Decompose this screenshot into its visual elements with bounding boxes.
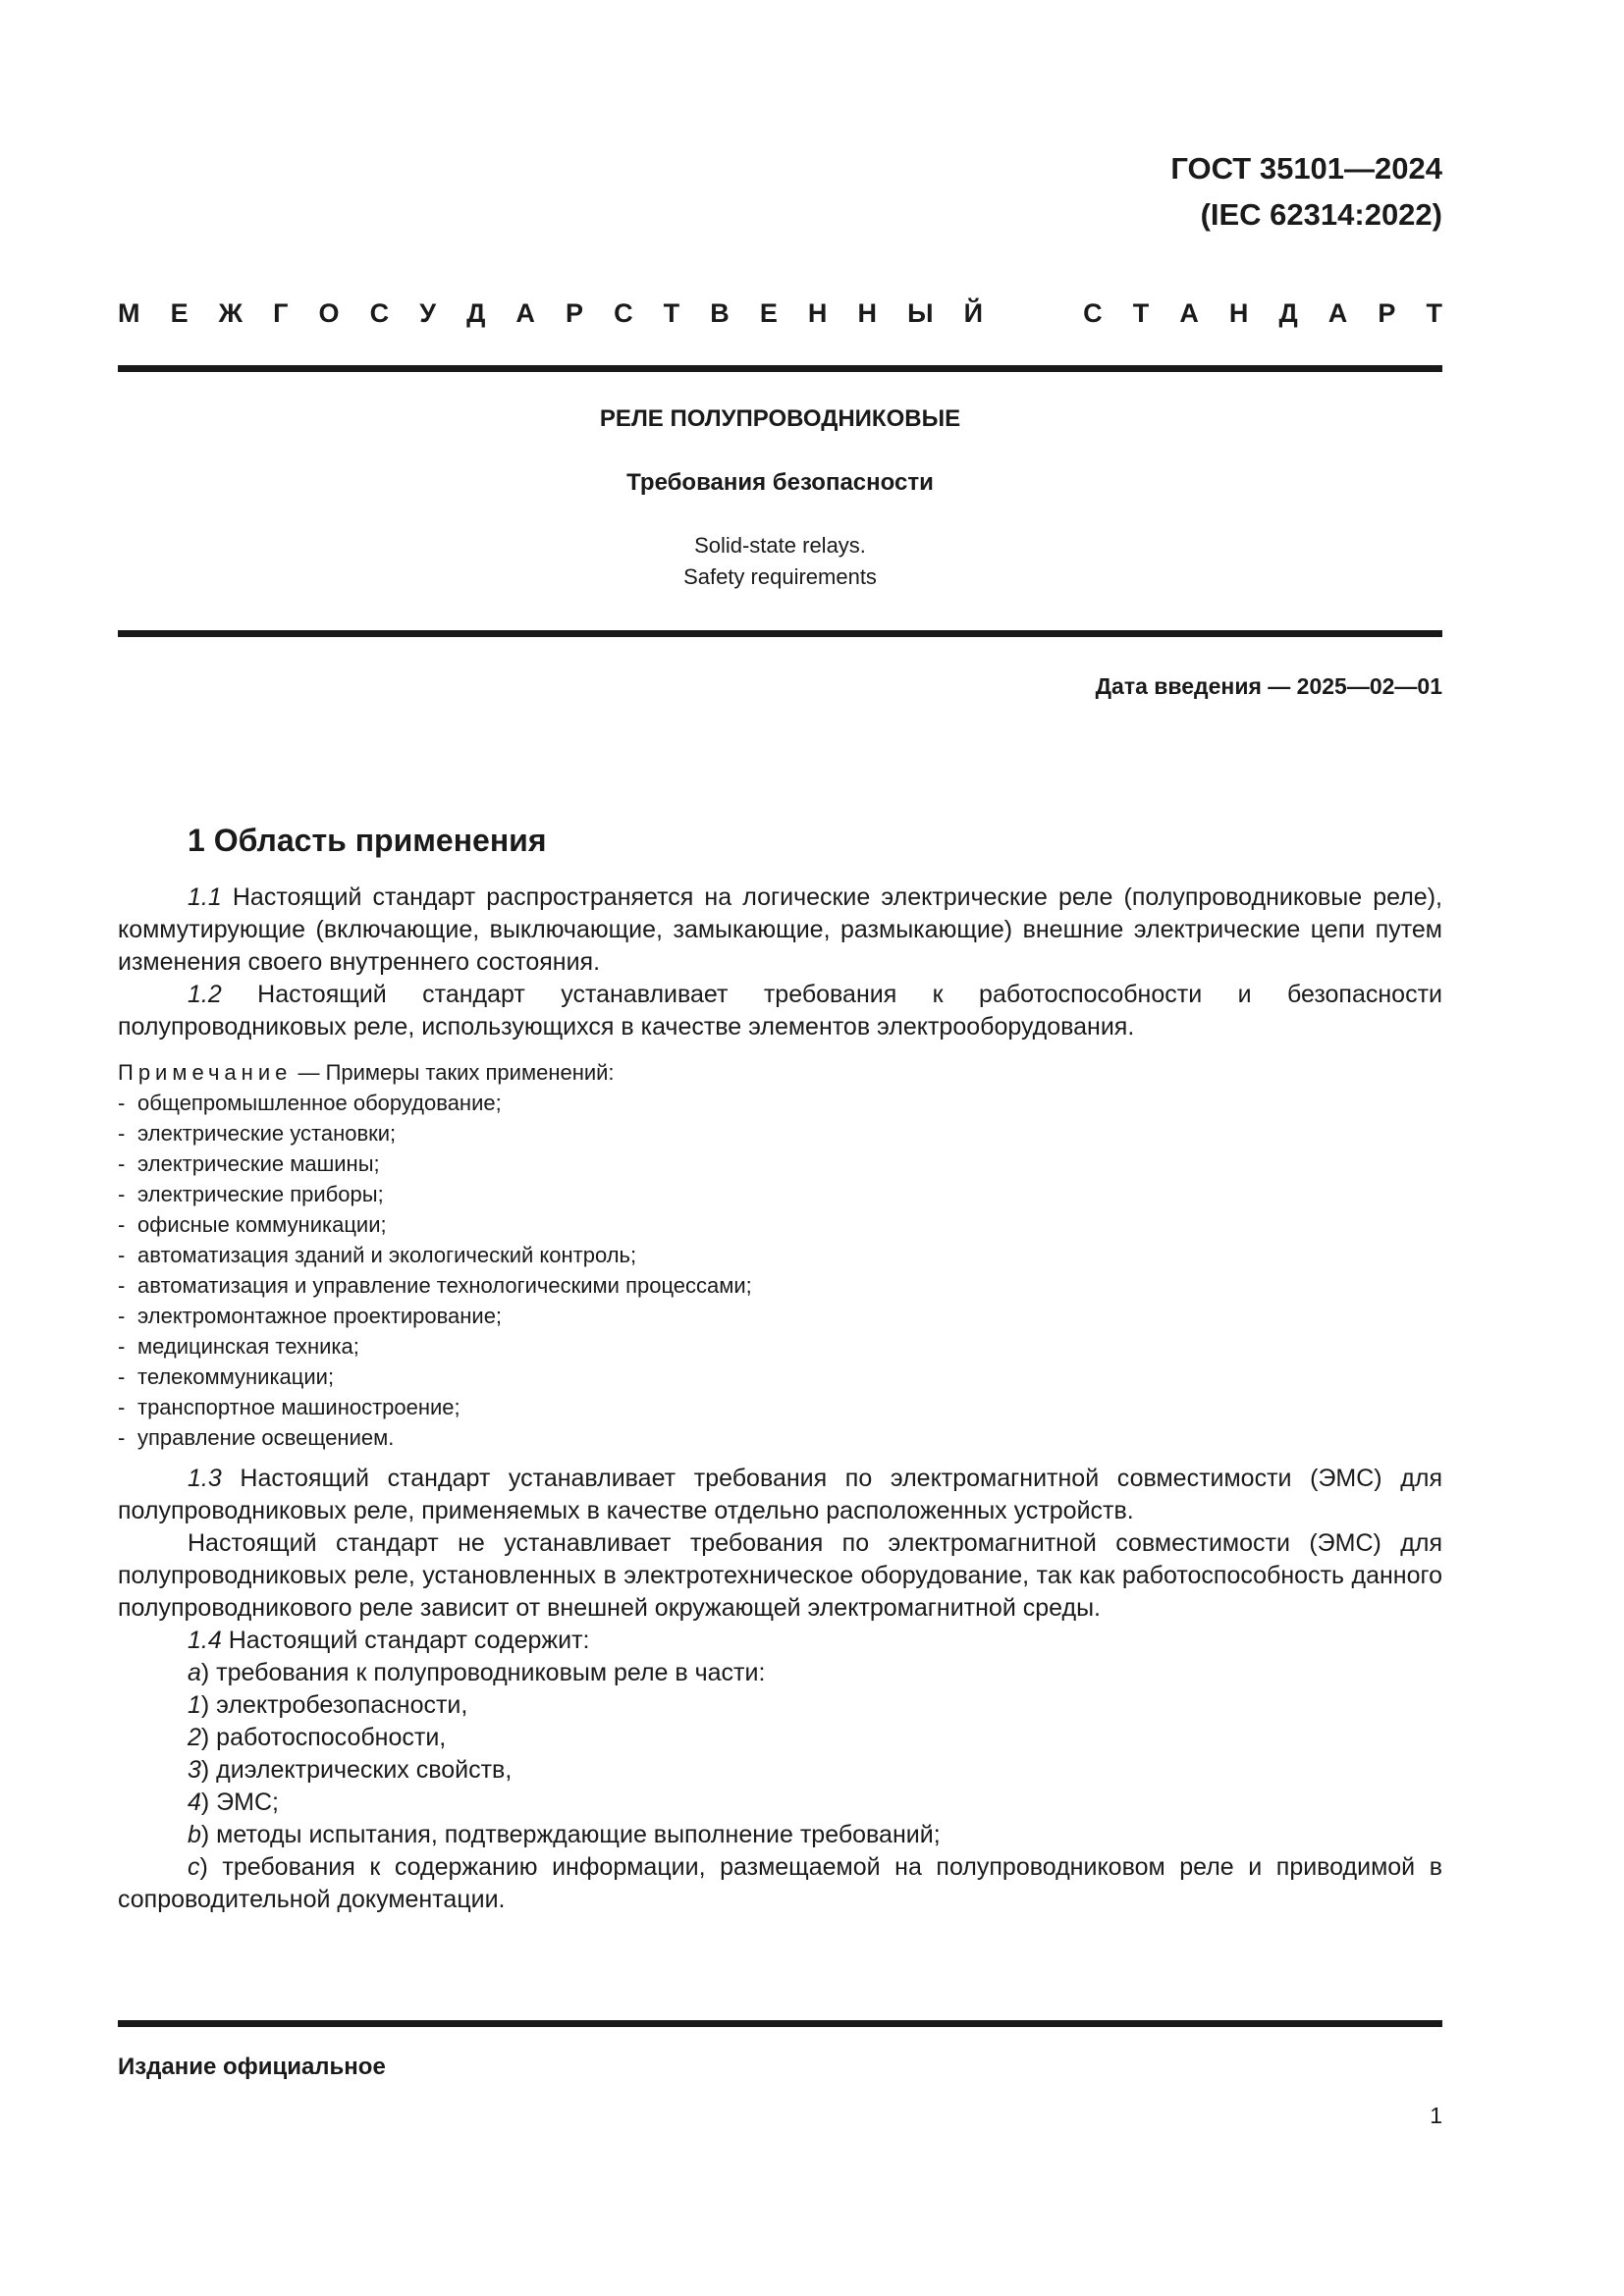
note-list-item [118,1118,1442,1148]
note-item-text: общепромышленное оборудование; [137,1091,502,1115]
note-item-text: медицинская техника; [137,1334,359,1359]
paragraph-text: Настоящий стандарт содержит: [221,1627,590,1654]
banner-letter: Р [566,298,584,328]
list-text: ) диэлектрических свойств, [200,1756,513,1784]
english-title-line2: Safety requirements [683,564,877,589]
list-text: ) ЭМС; [200,1789,279,1816]
paragraph-1-3 [118,1463,1442,1527]
banner-letter: В [710,298,730,328]
note-label: Примечание [118,1060,293,1085]
note-item-text: электрические установки; [137,1121,397,1146]
banner-letter: О [318,298,340,328]
dash-bullet: - [118,1273,126,1298]
banner-letter: Н [1228,298,1249,328]
banner-letter: С [1083,298,1103,328]
banner-letter: Е [170,298,189,328]
english-title-line1: Solid-state relays. [694,533,866,558]
dash-bullet: - [118,1334,126,1359]
banner-letter: Н [807,298,828,328]
banner-letter: Т [663,298,680,328]
note-item-text: автоматизация зданий и экологический контроль; [137,1243,637,1267]
paragraph-1-4 [118,1625,1442,1657]
dash-bullet: - [118,1395,126,1419]
footer-rule [118,2020,1442,2027]
note-list-item [118,1240,1442,1270]
list-marker: 2 [188,1724,201,1751]
note-item-text: электрические машины; [137,1151,380,1176]
dash-bullet: - [118,1151,126,1176]
banner-letter: С [369,298,390,328]
banner-letter: Ж [218,298,244,328]
note-list-item [118,1209,1442,1240]
list-marker: b [188,1821,201,1848]
note-list-item [118,1422,1442,1453]
note-list-item [118,1331,1442,1362]
banner-letter: У [419,298,437,328]
banner-letter: Е [759,298,778,328]
list-text: ) методы испытания, подтверждающие выполнение требований; [200,1821,941,1848]
list-marker: 4 [188,1789,201,1816]
banner-letter: А [515,298,535,328]
dash-bullet: - [118,1121,126,1146]
banner-letter: А [1327,298,1348,328]
banner-letter: С [614,298,633,328]
paragraph-1-3-continued: Настоящий стандарт не устанавливает требования по электромагнитной совместимости (ЭМС) для полупроводниковых реле, установленных в электротехническое оборудование, так как работоспособность данного полупроводникового реле зависит от внешней окружающей электромагнитной среды. [118,1529,1442,1622]
note-list-item [118,1362,1442,1392]
list-text: ) электробезопасности, [200,1691,468,1719]
dash-bullet: - [118,1364,126,1389]
list-item-4 [118,1787,1442,1819]
clause-number: 1.3 [188,1465,222,1492]
banner-letter: Д [1278,298,1298,328]
banner-letter: Г [273,298,289,328]
list-marker: 1 [188,1691,201,1719]
list-item-a [118,1657,1442,1689]
dash-bullet: - [118,1212,126,1237]
title-rule [118,630,1442,637]
introduction-date: Дата введения — 2025—02—01 [1095,673,1442,699]
list-marker: а [188,1659,201,1686]
interstate-standard-banner [118,298,1442,329]
note-list-item [118,1392,1442,1422]
note-list-item [118,1088,1442,1118]
dash-bullet: - [118,1243,126,1267]
dash-bullet: - [118,1304,126,1328]
note-item-text: управление освещением. [137,1425,395,1450]
standard-number: ГОСТ 35101—2024 [1170,151,1442,186]
paragraph-1-1 [118,881,1442,979]
note-header [118,1057,1442,1088]
list-item-3 [118,1754,1442,1787]
note-list-item [118,1179,1442,1209]
banner-letter: А [1179,298,1199,328]
list-marker: 3 [188,1756,201,1784]
banner-letter: Р [1378,298,1396,328]
dash-bullet: - [118,1182,126,1206]
banner-letter: Н [857,298,877,328]
banner-letter: Т [1426,298,1442,328]
page-number: 1 [1430,2103,1442,2128]
list-item-2 [118,1722,1442,1754]
note-list-item [118,1270,1442,1301]
note-item-text: электрические приборы; [137,1182,384,1206]
paragraph-text: Настоящий стандарт устанавливает требования к работоспособности и безопасности полупроводниковых реле, использующихся в качестве элементов электрооборудования. [118,981,1442,1041]
iec-number: (IEC 62314:2022) [1200,197,1442,232]
official-edition-label: Издание официальное [118,2054,386,2080]
note-item-text: транспортное машиностроение; [137,1395,460,1419]
note-block [118,1057,1442,1453]
note-list-item [118,1301,1442,1331]
paragraph-text: Настоящий стандарт устанавливает требования по электромагнитной совместимости (ЭМС) для полупроводниковых реле, применяемых в качестве отдельно расположенных устройств. [118,1465,1442,1524]
section-body [118,881,1442,1916]
document-title: РЕЛЕ ПОЛУПРОВОДНИКОВЫЕ [599,405,961,432]
dash-bullet: - [118,1091,126,1115]
banner-letter: Й [963,298,983,328]
top-rule [118,365,1442,372]
section-heading: 1 Область применения [188,823,547,858]
paragraph-text: Настоящий стандарт распространяется на логические электрические реле (полупроводниковые реле), коммутирующие (включающие, выключающие, замыкающие, размыкающие) внешние электрические цепи путем изменения своего внутреннего состояния. [118,883,1442,976]
note-item-text: электромонтажное проектирование; [137,1304,503,1328]
banner-gap [1013,298,1053,329]
banner-letter: Д [466,298,486,328]
list-text: ) работоспособности, [200,1724,447,1751]
english-title [118,530,1442,593]
clause-number: 1.2 [188,981,222,1008]
clause-number: 1.4 [188,1627,222,1654]
banner-letter: М [118,298,140,328]
list-item-c [118,1851,1442,1916]
list-text: ) требования к полупроводниковым реле в части: [200,1659,766,1686]
banner-letter: Ы [907,298,934,328]
list-marker: с [188,1853,200,1881]
note-item-text: телекоммуникации; [137,1364,335,1389]
note-item-text: автоматизация и управление технологическими процессами; [137,1273,752,1298]
list-item-b [118,1819,1442,1851]
note-item-text: офисные коммуникации; [137,1212,387,1237]
list-text: ) требования к содержанию информации, размещаемой на полупроводниковом реле и приводимой в сопроводительной документации. [118,1853,1442,1913]
note-text: — Примеры таких применений: [292,1060,615,1085]
note-list-item [118,1148,1442,1179]
dash-bullet: - [118,1425,126,1450]
note-list [118,1088,1442,1453]
banner-letter: Т [1132,298,1150,328]
clause-number: 1.1 [188,883,222,911]
paragraph-1-2 [118,979,1442,1043]
document-subtitle: Требования безопасности [626,469,934,496]
list-item-1 [118,1689,1442,1722]
standard-number-block [1170,145,1442,238]
